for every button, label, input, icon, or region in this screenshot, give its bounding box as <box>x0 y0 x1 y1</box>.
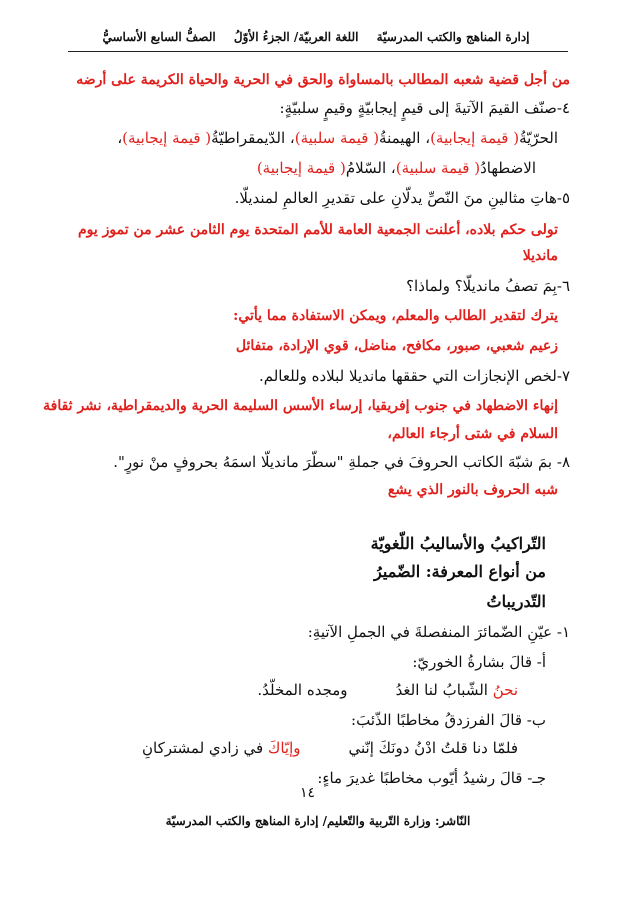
answer-line: تولى حكم بلاده، أعلنت الجمعية العامة للأمم المتحدة يوم الثامن عشر من تموز يوم <box>78 222 558 238</box>
question-6: ٦-بِمَ تصفُ مانديلّا؟ ولماذا؟ <box>406 277 570 295</box>
exercise-1a: أ- قالَ بشارةُ الخوريّ: <box>412 653 546 671</box>
answer-line: إنهاء الاضطهاد في جنوب إفريقيا، إرساء الأسس السليمة الحرية والديمقراطية، نشر ثقافة <box>43 398 558 414</box>
question-5: ٥-هاتِ مثالينِ منَ النّصِّ يدلّانِ على تقديرِ العالمِ لمنديلّا. <box>234 189 570 207</box>
subsection-heading: من أنواع المعرفة: الضّميرُ <box>374 562 546 581</box>
value-separator: ، <box>117 129 123 147</box>
value-word: ، السّلامُ <box>345 159 396 177</box>
header-subject: اللغة العربيّة/ الجزءُ الأوّلُ <box>233 30 359 44</box>
section-heading: التّراكيبُ والأساليبُ اللّغويّة <box>370 534 546 553</box>
values-line-2 <box>257 158 536 178</box>
highlighted-pronoun: وإيّاكَ <box>267 739 301 757</box>
question-7: ٧-لخص الإنجازات التي حققها مانديلا لبلاده وللعالم. <box>258 367 570 385</box>
highlighted-pronoun: نحنُ <box>492 681 518 699</box>
exercise-1b: ب- قالَ الفرزدقُ مخاطبًا الذّئبَ: <box>351 711 546 729</box>
page-number: ١٤ <box>300 785 316 801</box>
exercise-1c: جـ- قالَ رشيدُ أيّوب مخاطبًا غديرَ ماءٍ: <box>317 769 546 787</box>
value-word: ، الهيمنةُ <box>379 129 431 147</box>
verse-line <box>142 738 518 758</box>
value-word: الحرّيّةُ <box>519 129 558 147</box>
page-footer: النّاشر: وزارة التّربية والتّعليم/ إدارة المناهج والكتب المدرسيّة <box>165 814 471 828</box>
value-word: الاضطهادُ <box>480 159 536 177</box>
verse-line <box>257 680 518 700</box>
value-answer: ( قيمة إيجابية) <box>430 129 520 147</box>
exercise-1: ١- عيّنِ الضّمائرَ المنفصلةَ في الجملِ الآتيةِ: <box>307 623 570 641</box>
value-answer: ( قيمة سلبية) <box>395 159 481 177</box>
answer-line: شبه الحروف بالنور الذي يشع <box>387 482 558 498</box>
answer-line: مانديلا <box>522 248 558 264</box>
verse-text: فلمّا دنا قلتُ ادْنُ دونَكَ إنّني <box>348 739 518 757</box>
header-divider <box>68 51 568 52</box>
values-line-1 <box>117 128 558 148</box>
page-header <box>66 30 566 44</box>
value-answer: ( قيمة إيجابية) <box>256 159 346 177</box>
verse-text: في زادي لمشتركانِ <box>142 739 268 757</box>
answer-line: من أجل قضية شعبه المطالب بالمساواة والحق في الحرية والحياة الكريمة على أرضه <box>76 72 570 88</box>
exercises-heading: التّدريباتُ <box>486 592 546 611</box>
value-answer: ( قيمة سلبية) <box>294 129 380 147</box>
header-grade: الصفُّ السابع الأساسيُّ <box>102 30 216 44</box>
value-answer: ( قيمة إيجابية) <box>122 129 212 147</box>
question-4: ٤-صنّف القيمَ الآتيةَ إلى قيمٍ إيجابيّةٍ وقيمٍ سلبيّةٍ: <box>279 99 570 117</box>
verse-text: ومجده المخلّدُ. <box>257 681 348 699</box>
header-department: إدارة المناهج والكتب المدرسيّة <box>376 30 530 44</box>
question-8: ٨- بمَ شبّهَ الكاتب الحروفَ في جملةِ "سطّرَ مانديلّا اسمَهُ بحروفٍ منْ نورٍ". <box>113 453 570 471</box>
verse-text: الشّبابُ لنا الغدُ <box>395 681 493 699</box>
answer-line: السلام في شتى أرجاء العالم، <box>387 426 558 442</box>
answer-line: زعيم شعبي، صبور، مكافح، مناضل، قوي الإرادة، متفائل <box>235 338 558 354</box>
value-word: ، الدّيمقراطيّةُ <box>211 129 295 147</box>
answer-line: يترك لتقدير الطالب والمعلم، ويمكن الاستفادة مما يأتي: <box>233 308 558 324</box>
